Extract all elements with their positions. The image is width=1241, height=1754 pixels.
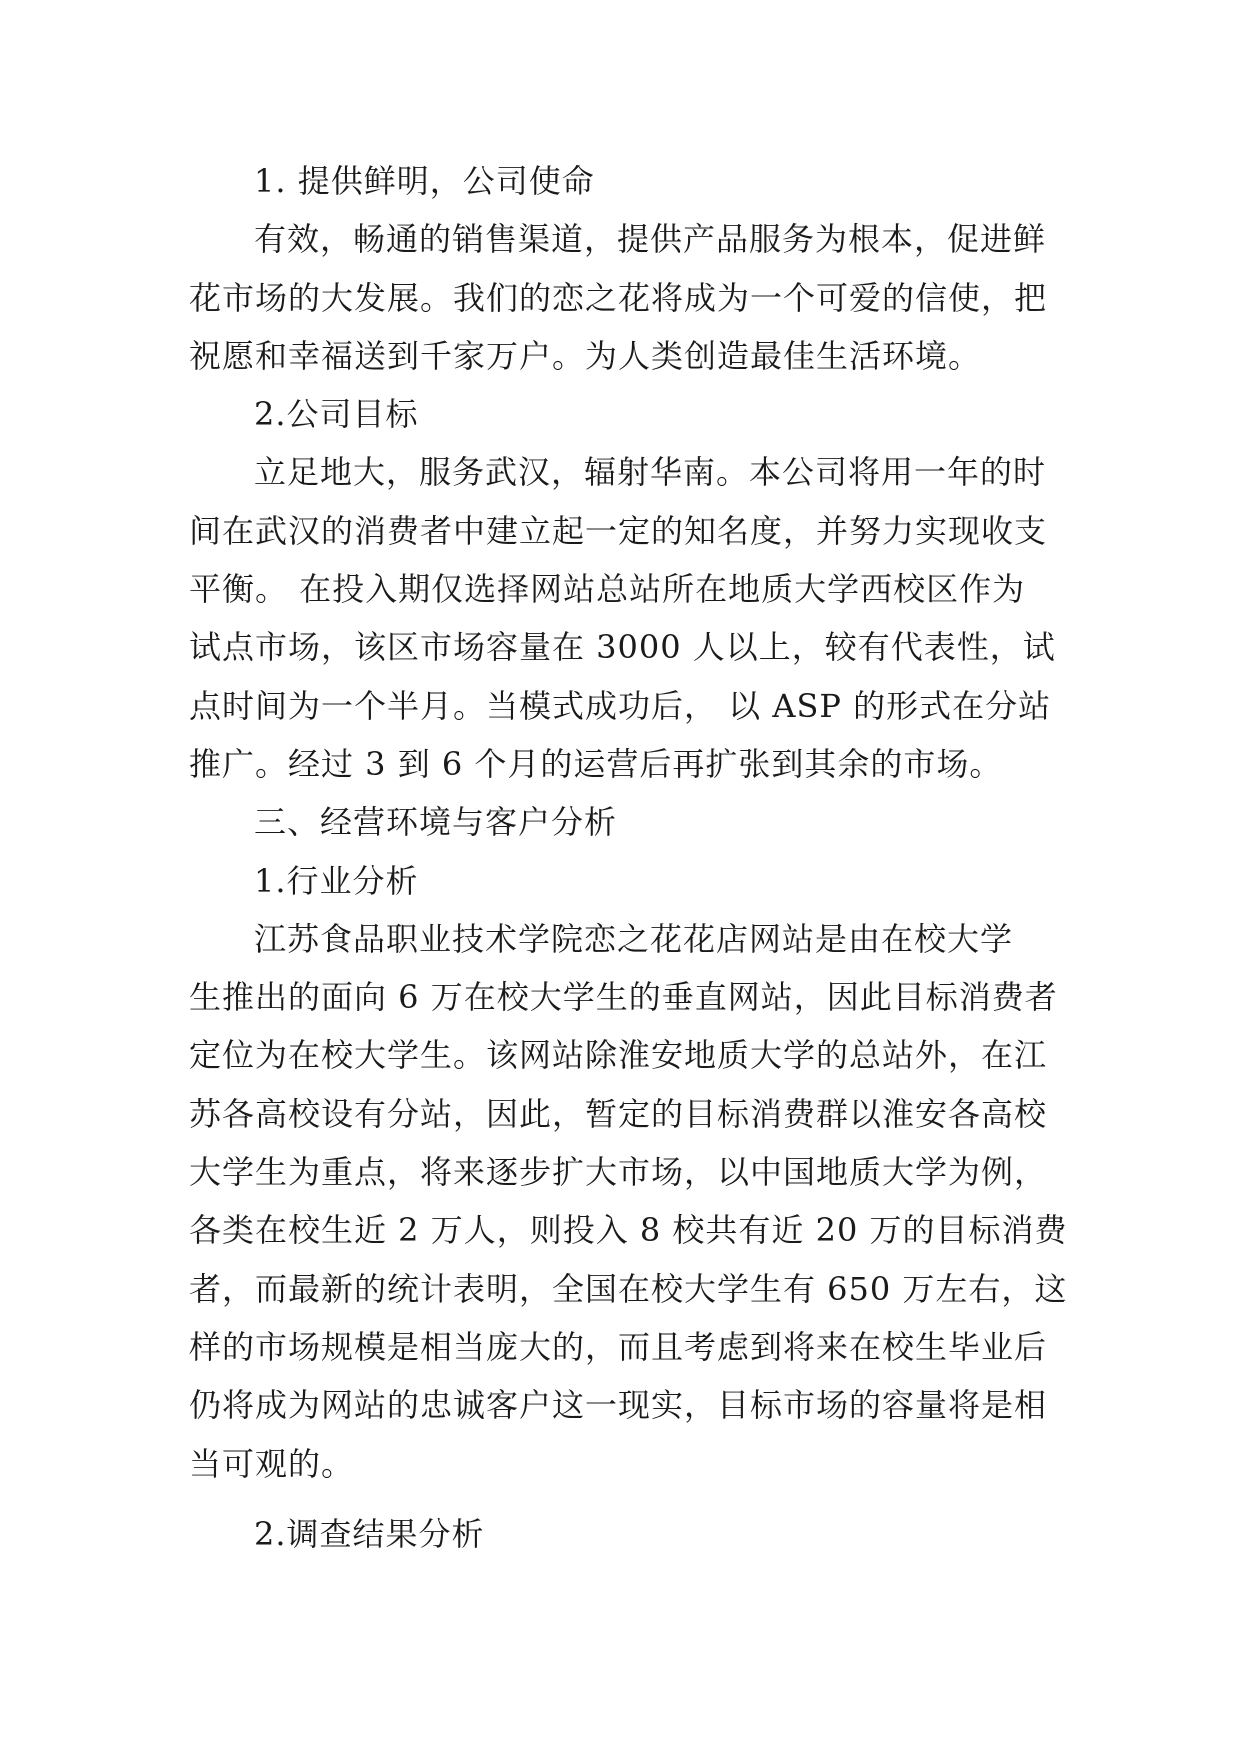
- section-heading-survey: 2.调查结果分析: [254, 1514, 485, 1553]
- paragraph-line: 者，而最新的统计表明，全国在校大学生有 650 万左右，这: [189, 1269, 1068, 1308]
- paragraph-line: 平衡。 在投入期仅选择网站总站所在地质大学西校区作为: [189, 570, 1026, 609]
- chapter-heading-environment: 三、经营环境与客户分析: [254, 803, 618, 842]
- paragraph-line: 定位为在校大学生。该网站除淮安地质大学的总站外，在江: [189, 1036, 1048, 1075]
- paragraph-line: 推广。经过 3 到 6 个月的运营后再扩张到其余的市场。: [189, 744, 1003, 783]
- paragraph-line: 花市场的大发展。我们的恋之花将成为一个可爱的信使，把: [189, 278, 1048, 317]
- paragraph-line: 各类在校生近 2 万人，则投入 8 校共有近 20 万的目标消费: [189, 1211, 1068, 1250]
- paragraph-line: 祝愿和幸福送到千家万户。为人类创造最佳生活环境。: [189, 336, 982, 375]
- paragraph-gap: [189, 1493, 1057, 1505]
- paragraph-line: 立足地大，服务武汉，辐射华南。本公司将用一年的时: [254, 453, 1047, 492]
- section-heading-industry: 1.行业分析: [254, 861, 419, 900]
- paragraph-line: 当可观的。: [189, 1444, 355, 1483]
- section-heading-mission: 1. 提供鲜明，公司使命: [254, 162, 595, 200]
- paragraph-line: 样的市场规模是相当庞大的，而且考虑到将来在校生毕业后: [189, 1327, 1048, 1366]
- paragraph-line: 有效，畅通的销售渠道，提供产品服务为根本，促进鲜: [254, 220, 1047, 259]
- paragraph-line: 生推出的面向 6 万在校大学生的垂直网站，因此目标消费者: [189, 978, 1058, 1017]
- paragraph-line: 点时间为一个半月。当模式成功后， 以 ASP 的形式在分站: [189, 686, 1052, 725]
- document-body: [189, 152, 1068, 1563]
- section-heading-goal: 2.公司目标: [254, 395, 419, 434]
- paragraph-line: 试点市场，该区市场容量在 3000 人以上，较有代表性，试: [189, 628, 1056, 667]
- paragraph-line: 江苏食品职业技术学院恋之花花店网站是由在校大学: [254, 919, 1014, 958]
- paragraph-line: 仍将成为网站的忠诚客户这一现实，目标市场的容量将是相: [189, 1386, 1048, 1425]
- paragraph-line: 间在武汉的消费者中建立起一定的知名度，并努力实现收支: [189, 511, 1048, 550]
- paragraph-line: 苏各高校设有分站，因此，暂定的目标消费群以淮安各高校: [189, 1094, 1048, 1133]
- paragraph-line: 大学生为重点，将来逐步扩大市场，以中国地质大学为例，: [189, 1153, 1048, 1192]
